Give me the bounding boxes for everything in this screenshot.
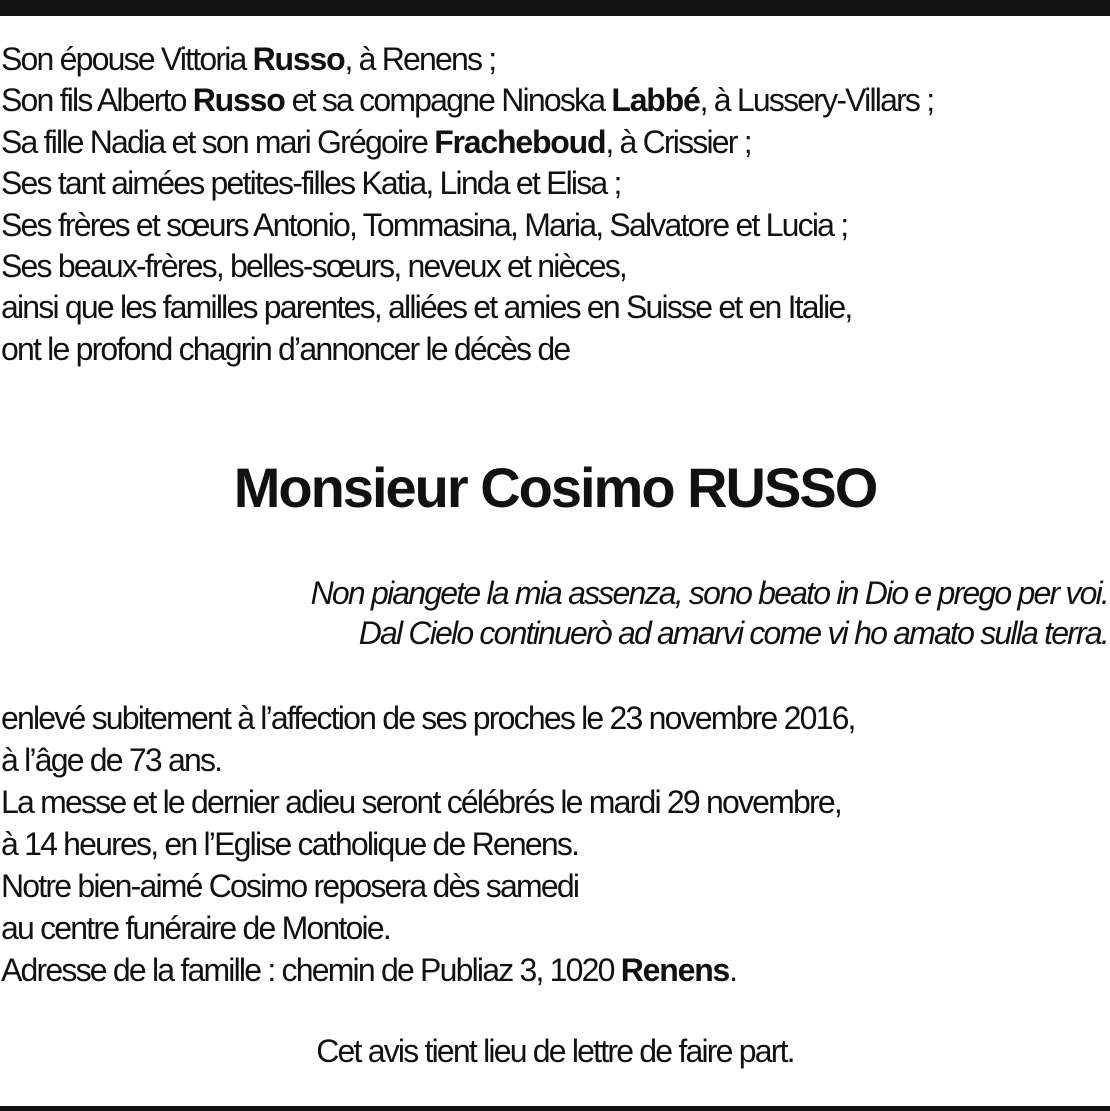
surname: Fracheboud (434, 123, 606, 160)
family-line-son: Son fils Alberto Russo et sa compagne Ninoska Labbé, à Lussery-Villars ; (1, 82, 934, 119)
epitaph-quote (108, 573, 1108, 653)
details-line-mass: La messe et le dernier adieu seront célébrés le mardi 29 novembre, (1, 784, 841, 820)
notice-footer: Cet avis tient lieu de lettre de faire part. (316, 1033, 794, 1069)
address-city: Renens (620, 952, 730, 988)
family-line-relatives: ainsi que les familles parentes, alliées et amies en Suisse et en Italie, (1, 289, 852, 326)
quote-line-2: Dal Cielo continuerò ad amarvi come vi ho amato sulla terra. (358, 615, 1108, 651)
details-line-death: enlevé subitement à l’affection de ses proches le 23 novembre 2016, (1, 700, 855, 736)
quote-line-1: Non piangete la mia assenza, sono beato in Dio e prego per voi. (310, 575, 1108, 611)
family-line-spouse: Son épouse Vittoria Russo, à Renens ; (1, 41, 496, 77)
details-line-age: à l’âge de 73 ans. (1, 742, 222, 778)
family-announcement (1, 39, 1106, 370)
funeral-details (1, 697, 1106, 991)
details-line-funeral-center: au centre funéraire de Montoie. (1, 910, 390, 946)
details-line-repose: Notre bien-aimé Cosimo reposera dès samedi (1, 868, 579, 904)
family-line-announce: ont le profond chagrin d’annoncer le décès de (1, 330, 570, 367)
deceased-name: Monsieur Cosimo RUSSO (233, 456, 877, 519)
details-line-address: Adresse de la famille : chemin de Publiaz 3, 1020 Renens. (1, 952, 737, 988)
family-line-siblings: Ses frères et sœurs Antonio, Tommasina, Maria, Salvatore et Lucia ; (1, 206, 848, 243)
top-rule (0, 0, 1110, 16)
bottom-rule (0, 1106, 1110, 1111)
family-line-in-laws: Ses beaux-frères, belles-sœurs, neveux et nièces, (1, 248, 627, 285)
family-line-granddaughters: Ses tant aimées petites-filles Katia, Linda et Elisa ; (1, 165, 621, 202)
details-line-time-place: à 14 heures, en l’Eglise catholique de Renens. (1, 826, 579, 862)
family-line-daughter: Sa fille Nadia et son mari Grégoire Fracheboud, à Crissier ; (1, 123, 751, 160)
surname: Labbé (611, 82, 700, 119)
surname: Russo (192, 82, 285, 119)
surname: Russo (252, 41, 345, 77)
